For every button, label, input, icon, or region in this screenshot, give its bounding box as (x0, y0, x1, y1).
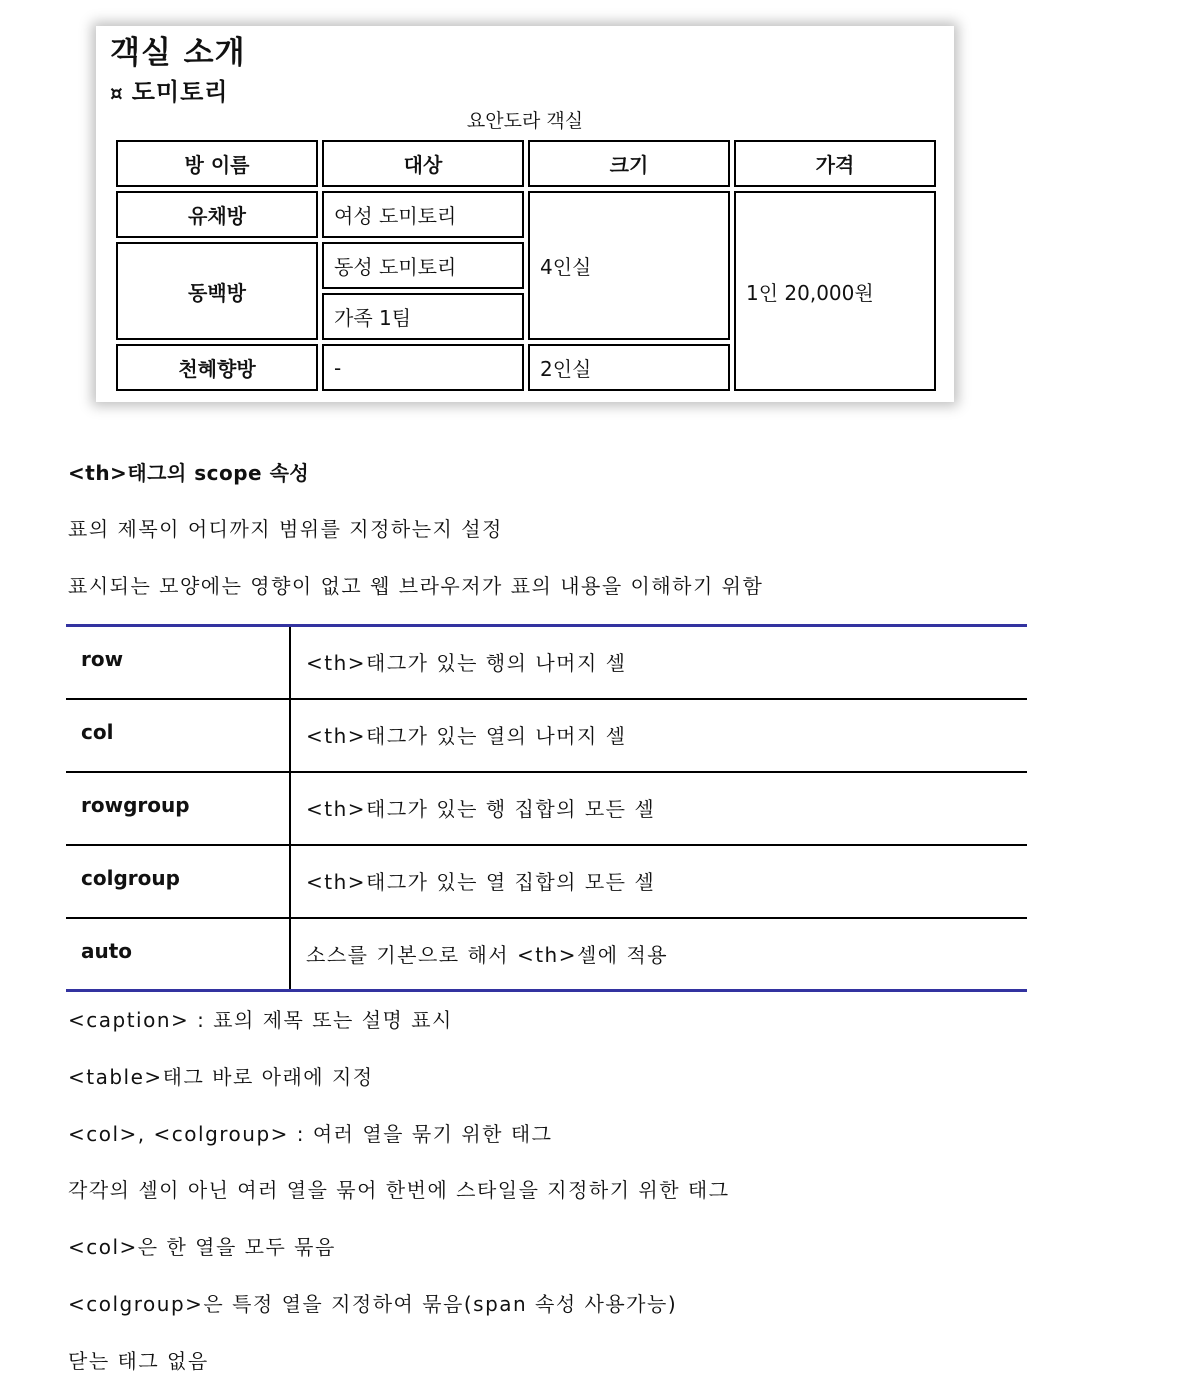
scope-desc: <th>태그가 있는 행의 나머지 셀 (290, 626, 1027, 699)
table-row (66, 772, 1027, 845)
price-cell: 1인 20,000원 (734, 191, 936, 391)
scope-desc: 소스를 기본으로 해서 <th>셀에 적용 (290, 918, 1027, 991)
size-cell: 4인실 (528, 191, 730, 340)
paragraph: 각각의 셀이 아닌 여러 열을 묶어 한번에 스타일을 지정하기 위한 태그 (68, 1178, 730, 1202)
paragraph: 표시되는 모양에는 영향이 없고 웹 브라우저가 표의 내용을 이해하기 위함 (68, 574, 764, 598)
header-room-name: 방 이름 (116, 140, 318, 187)
paragraph: <colgroup>은 특정 열을 지정하여 묶음(span 속성 사용가능) (68, 1292, 678, 1316)
room-name-cell: 천혜향방 (116, 344, 318, 391)
table-caption: 요안도라 객실 (466, 110, 584, 132)
table-row (116, 191, 936, 238)
table-row (66, 845, 1027, 918)
section-heading: <th>태그의 scope 속성 (68, 461, 310, 485)
header-size: 크기 (528, 140, 730, 187)
room-table (112, 136, 940, 395)
room-name-cell: 동백방 (116, 242, 318, 340)
target-cell: 여성 도미토리 (322, 191, 524, 238)
room-table-screenshot (96, 26, 954, 402)
subtitle-text: 도미토리 (131, 78, 229, 106)
target-cell: 동성 도미토리 (322, 242, 524, 289)
scope-desc: <th>태그가 있는 열 집합의 모든 셀 (290, 845, 1027, 918)
table-header-row (116, 140, 936, 187)
paragraph: <col>은 한 열을 모두 묶음 (68, 1235, 336, 1259)
paragraph: 표의 제목이 어디까지 범위를 지정하는지 설정 (68, 517, 503, 541)
scope-key: colgroup (66, 845, 290, 918)
table-row (66, 626, 1027, 699)
scope-key: auto (66, 918, 290, 991)
table-row (66, 918, 1027, 991)
scope-key: rowgroup (66, 772, 290, 845)
table-row (66, 699, 1027, 772)
screenshot-title: 객실 소개 (110, 35, 246, 71)
scope-desc: <th>태그가 있는 열의 나머지 셀 (290, 699, 1027, 772)
paragraph: <col>, <colgroup> : 여러 열을 묶기 위한 태그 (68, 1122, 553, 1146)
scope-key: col (66, 699, 290, 772)
header-target: 대상 (322, 140, 524, 187)
room-name-cell: 유채방 (116, 191, 318, 238)
scope-key: row (66, 626, 290, 699)
size-cell: 2인실 (528, 344, 730, 391)
screenshot-subtitle (110, 80, 228, 104)
scope-desc: <th>태그가 있는 행 집합의 모든 셀 (290, 772, 1027, 845)
target-cell: 가족 1팀 (322, 293, 524, 340)
paragraph: <caption> : 표의 제목 또는 설명 표시 (68, 1008, 453, 1032)
paragraph: <table>태그 바로 아래에 지정 (68, 1065, 374, 1089)
header-price: 가격 (734, 140, 936, 187)
scope-table (66, 624, 1027, 992)
bullet-icon: ¤ (110, 81, 124, 105)
target-cell: - (322, 344, 524, 391)
paragraph: 닫는 태그 없음 (68, 1349, 209, 1373)
